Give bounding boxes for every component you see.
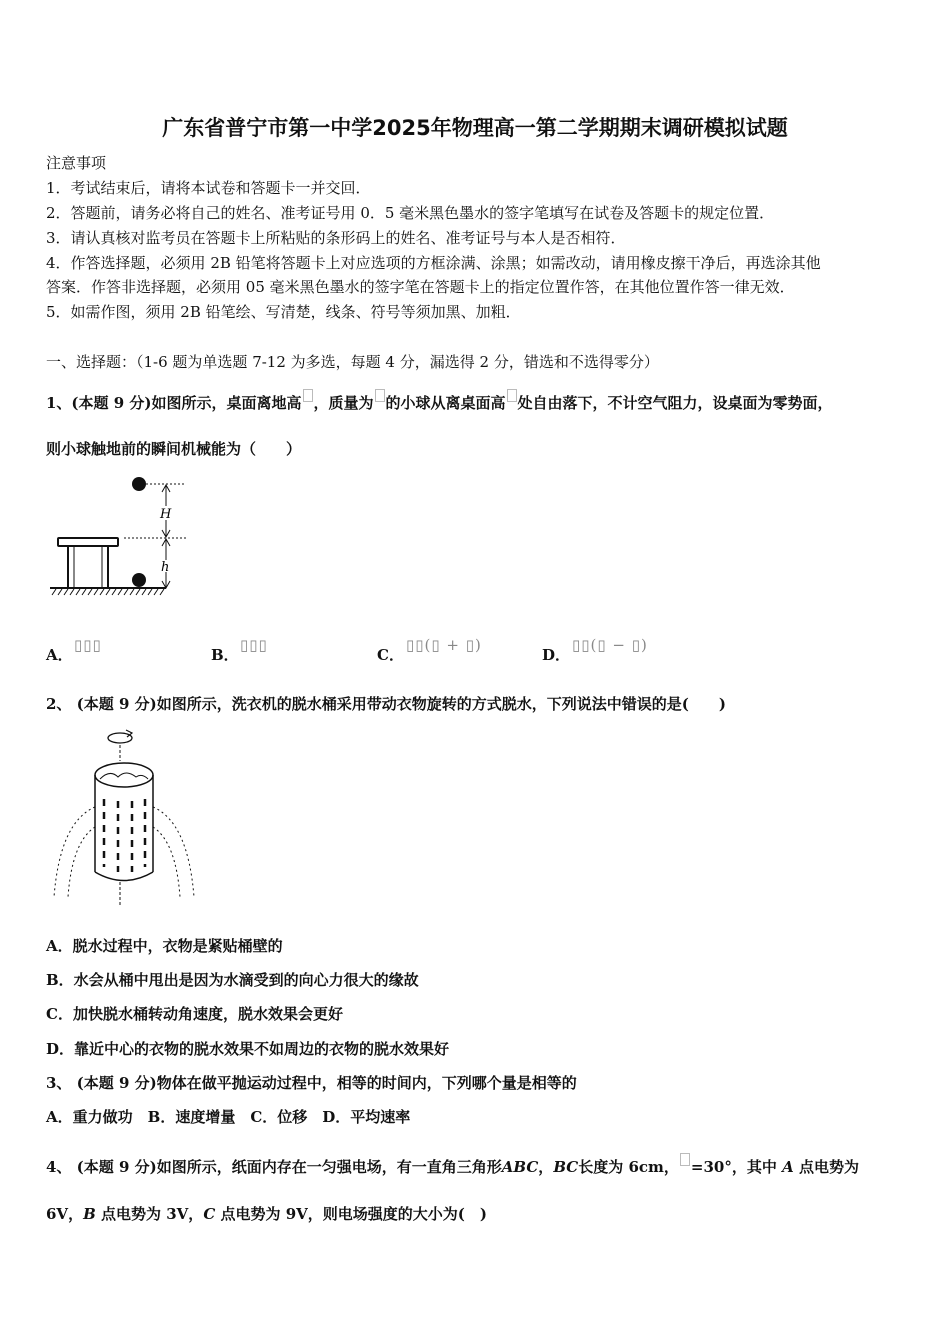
q1-option-b-value: ▯▯▯ — [240, 636, 268, 654]
question-2-stem: 2、 (本题 9 分)如图所示，洗衣机的脱水桶采用带动衣物旋转的方式脱水，下列说法中错误的是( ) — [46, 695, 726, 713]
question-3-stem: 3、 (本题 9 分)物体在做平抛运动过程中，相等的时间内，下列哪个量是相等的 — [46, 1074, 577, 1092]
q2-option-d: D．靠近中心的衣物的脱水效果不如周边的衣物的脱水效果好 — [46, 1040, 450, 1058]
notice-item: 2．答题前，请务必将自己的姓名、准考证号用 0．5 毫米黑色墨水的签字笔填写在试卷及答题卡的规定位置． — [46, 204, 775, 222]
section-heading: 一、选择题：（1-6 题为单选题 7-12 为多选，每题 4 分，漏选得 2 分，错选和不选得零分） — [46, 353, 659, 371]
washing-machine-drum-figure — [50, 727, 200, 912]
q1-option-d-label: D． — [542, 646, 571, 664]
q1-option-c-value: ▯▯(▯ + ▯) — [406, 636, 482, 654]
q4-side: BC — [553, 1158, 579, 1176]
q4-text: 点电势为 — [798, 1158, 859, 1176]
q1-text: ，质量为 — [313, 394, 374, 412]
ball-top — [132, 477, 146, 491]
q4-text: =30°，其中 — [690, 1158, 777, 1176]
q4-point-c: C — [203, 1205, 216, 1223]
q1-text: 的小球从离桌面高 — [385, 394, 506, 412]
notice-heading: 注意事项 — [46, 154, 107, 172]
table-top — [58, 538, 118, 546]
q4-text: ， — [538, 1158, 554, 1176]
notice-item: 答案．作答非选择题，必须用 05 毫米黑色墨水的签字笔在答题卡上的指定位置作答，在其他位置作答一律无效． — [46, 278, 795, 296]
notice-item: 1．考试结束后，请将本试卷和答题卡一并交回． — [46, 179, 371, 197]
q1-option-a-value: ▯▯▯ — [74, 636, 102, 654]
q2-option-a: A．脱水过程中，衣物是紧贴桶壁的 — [46, 937, 283, 955]
q1-text: 1、(本题 9 分)如图所示，桌面离地高 — [46, 394, 302, 412]
question-4-line2 — [46, 1203, 487, 1224]
q4-point-b: B — [83, 1205, 96, 1223]
water-path-left — [54, 807, 95, 897]
q4-text: 6V， — [46, 1205, 84, 1223]
drum-bottom — [95, 872, 153, 881]
notice-item: 4．作答选择题，必须用 2B 铅笔将答题卡上对应选项的方框涂满、涂黑；如需改动，请用橡皮擦干净后，再选涂其他 — [46, 254, 821, 272]
drum-top — [95, 763, 153, 787]
question-1-line2: 则小球触地前的瞬间机械能为（ ） — [46, 440, 302, 458]
water-path-right — [153, 807, 194, 897]
q1-text: 处自由落下，不计空气阻力，设桌面为零势面， — [517, 394, 833, 412]
label-h: h — [161, 560, 170, 575]
label-H: H — [160, 507, 172, 522]
symbol-placeholder — [680, 1153, 690, 1166]
q1-option-b-label: B． — [211, 646, 239, 664]
table-ball-figure — [46, 472, 196, 602]
q1-option-d-value: ▯▯(▯ − ▯) — [572, 636, 648, 654]
rotation-arrow — [108, 733, 132, 743]
q4-text: 点电势为 9V，则电场强度的大小为( ) — [220, 1205, 487, 1223]
q1-option-c-label: C． — [377, 646, 404, 664]
ball-ground — [132, 573, 146, 587]
ground-hatching — [52, 589, 164, 595]
q2-option-b: B．水会从桶中甩出是因为水滴受到的向心力很大的缘故 — [46, 971, 419, 989]
q4-text: 4、 (本题 9 分)如图所示，纸面内存在一匀强电场，有一直角三角形 — [46, 1158, 502, 1176]
q4-triangle: ABC — [501, 1158, 539, 1176]
symbol-placeholder — [375, 389, 385, 402]
q4-text: 长度为 6cm， — [578, 1158, 679, 1176]
q4-text: 点电势为 3V， — [101, 1205, 204, 1223]
q4-point-a: A — [782, 1158, 794, 1176]
question-1-stem — [46, 389, 833, 413]
q3-options: A．重力做功 B．速度增量 C．位移 D．平均速率 — [46, 1108, 411, 1126]
notice-item: 5．如需作图，须用 2B 铅笔绘、写清楚，线条、符号等须加黑、加粗． — [46, 303, 521, 321]
q1-option-a-label: A． — [46, 646, 73, 664]
q2-option-c: C．加快脱水桶转动角速度，脱水效果会更好 — [46, 1005, 343, 1023]
symbol-placeholder — [303, 389, 313, 402]
symbol-placeholder — [507, 389, 517, 402]
question-4-stem — [46, 1153, 859, 1177]
notice-item: 3．请认真核对监考员在答题卡上所粘贴的条形码上的姓名、准考证号与本人是否相符． — [46, 229, 626, 247]
page-title: 广东省普宁市第一中学2025年物理高一第二学期期末调研模拟试题 — [162, 116, 788, 140]
